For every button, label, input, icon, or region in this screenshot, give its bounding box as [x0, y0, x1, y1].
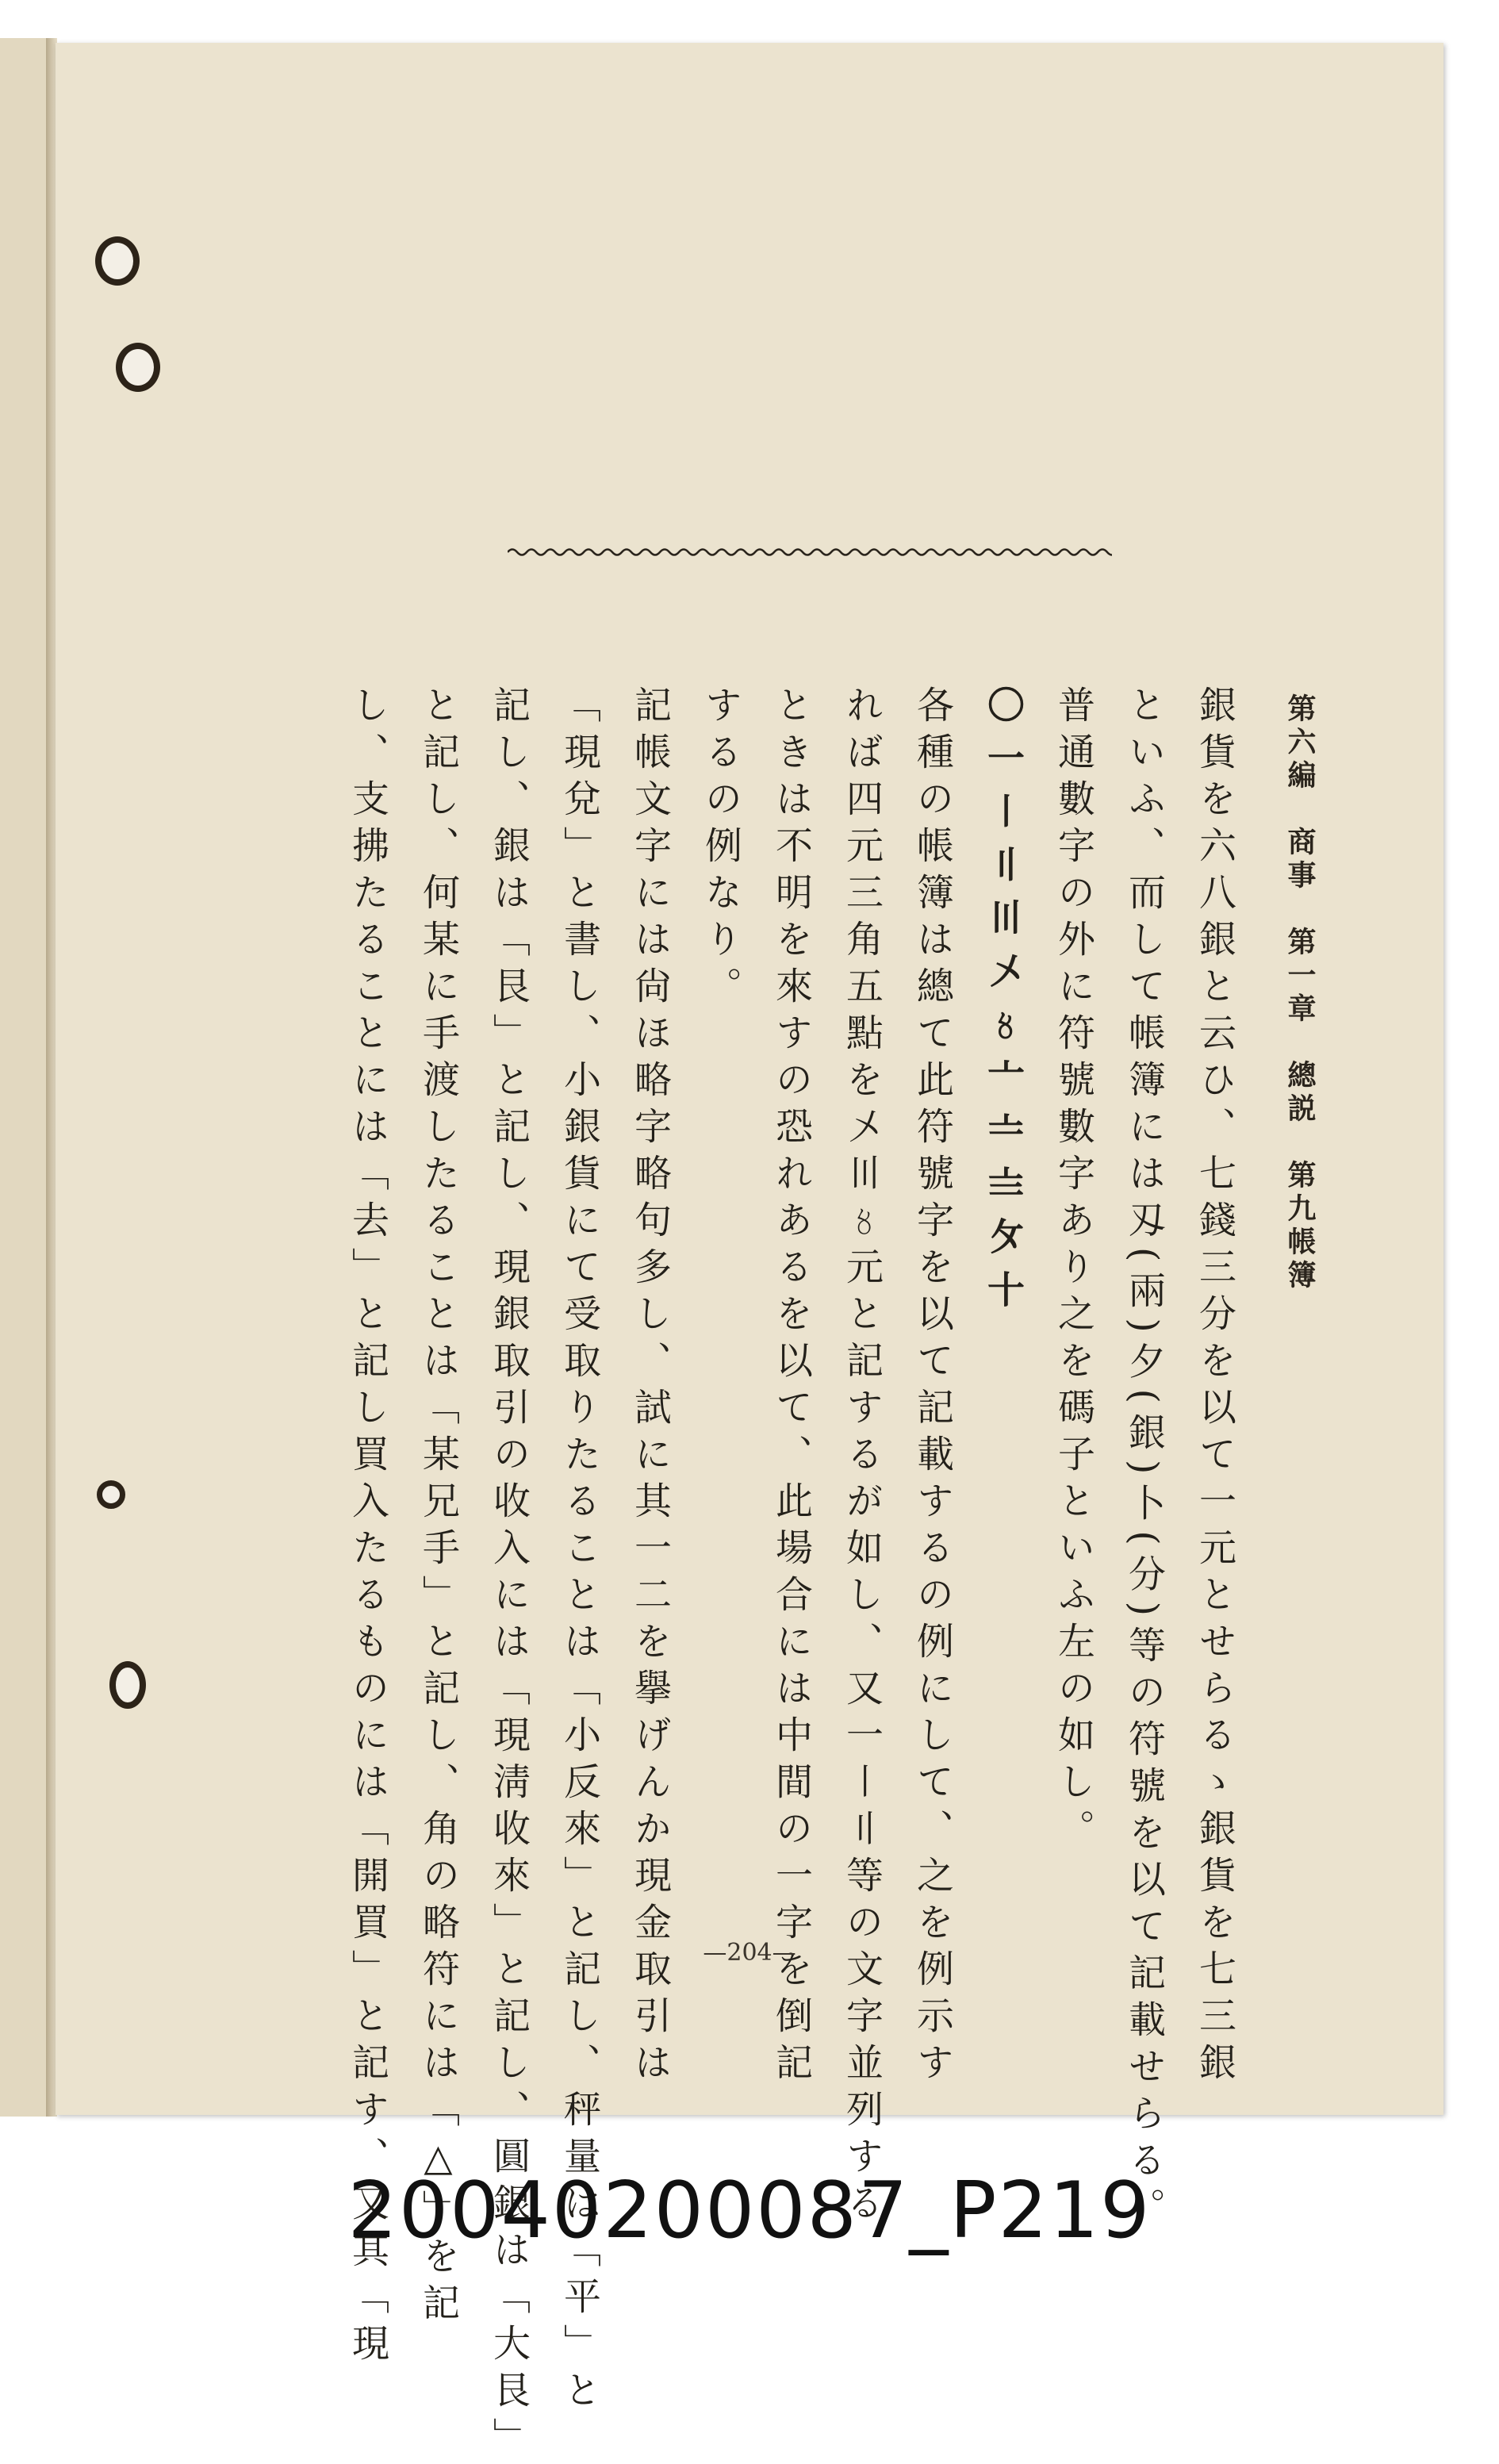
text-line: 「現兌」と書し、小銀貨にて受取りたることは「小反來」と記し、秤量は「平」と [558, 685, 601, 2417]
page-number: —204— [703, 1939, 796, 1967]
text-line: 記帳文字には尙ほ略字略句多し、試に其一二を擧げんか現金取引は [628, 685, 672, 2090]
text-line: 普通數字の外に符號數字あり之を碼子といふ左の如し。 [1052, 685, 1095, 1856]
text-line: といふ、而して帳簿には刄(兩)夕(銀)卜(分)等の符號を以て記載せらる。 [1122, 685, 1166, 2235]
text-line: し、支拂たることには「去」と記し買入たるものには「開買」と記す、又其「現 [346, 685, 389, 2370]
text-line: ときは不明を來すの恐れあるを以て、此場合には中間の一字を倒記 [769, 685, 813, 2090]
image-caption: 20040200087_P219 [347, 2166, 1152, 2256]
text-line: 各種の帳簿は總て此符號字を以て記載するの例にして、之を例示す [911, 685, 954, 2090]
numeral-line: 〇一〡〢〣〤〥〦〧〨〩十 [981, 685, 1025, 1323]
running-header: 第六編 商事 第一章 總説 第九帳簿 [1283, 693, 1317, 1293]
text-line: 銀貨を六八銀と云ひ、七錢三分を以て一元とせらるゝ銀貨を七三銀 [1193, 685, 1236, 2090]
binding-hole-icon [116, 343, 160, 392]
text-line: 記し、銀は「艮」と記し、現銀取引の收入には「現淸收來」と記し、圓銀は「大艮」 [487, 685, 531, 2464]
text-line: と記し、何某に手渡したることは「某兄手」と記し、角の略符には「△」を記 [416, 685, 460, 2330]
text-line: するの例なり。 [699, 685, 742, 1013]
binding-hole-icon [97, 1480, 125, 1509]
binding-hole-icon [109, 1661, 146, 1709]
decorative-wavy-rule [508, 544, 1112, 560]
text-line: れば四元三角五點を〤〣〥元と記するが如し、又一〡〢等の文字並列する [840, 685, 884, 2230]
binding-hole-icon [95, 236, 140, 286]
